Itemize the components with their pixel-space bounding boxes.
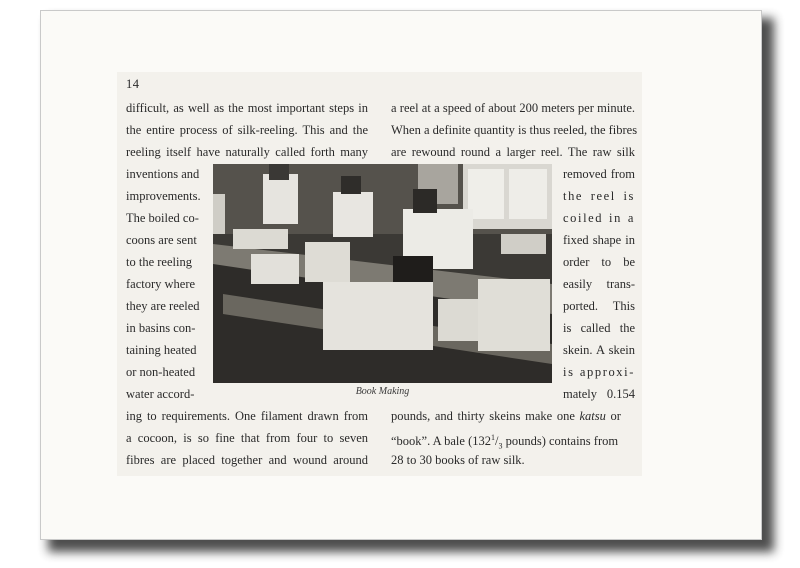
left-bottom-line-1: ing to requirements. One filament drawn from xyxy=(126,409,368,423)
right-line-3: are rewound round a larger reel. The raw silk xyxy=(391,145,635,159)
right-wrap-line: skein. A skein xyxy=(563,343,635,357)
left-bottom-line-2: a cocoon, is so fine that from four to seven xyxy=(126,431,368,445)
right-wrap-line: easily trans- xyxy=(563,277,635,291)
right-bottom-line-3: 28 to 30 books of raw silk. xyxy=(391,453,525,467)
right-wrap-line: order to be xyxy=(563,255,635,269)
page-number: 14 xyxy=(126,77,140,91)
left-wrap-line: taining heated xyxy=(126,343,197,357)
right-wrap-line: is called the xyxy=(563,321,635,335)
left-wrap-line: inventions and xyxy=(126,167,200,181)
left-line-2: the entire process of silk-reeling. This and the xyxy=(126,123,368,137)
katsu-term: katsu xyxy=(579,409,606,423)
left-wrap-line: they are reeled xyxy=(126,299,200,313)
left-bottom-line-3: fibres are placed together and wound around xyxy=(126,453,368,467)
left-wrap-line: The boiled co- xyxy=(126,211,199,225)
right-bottom-line-2: “book”. A bale ($132^1/_3$ pounds) contains from xyxy=(391,433,619,451)
left-wrap-line: water accord- xyxy=(126,387,195,401)
left-wrap-line: or non-heated xyxy=(126,365,196,379)
left-wrap-line: coons are sent xyxy=(126,233,197,247)
left-line-3: reeling itself have naturally called forth many xyxy=(126,145,368,159)
right-wrap-line: the reel is xyxy=(563,189,635,203)
left-wrap-line: improvements. xyxy=(126,189,201,203)
right-wrap-line: removed from xyxy=(563,167,635,181)
fraction-numerator: 1 xyxy=(490,433,495,442)
text-run: pounds, and thirty skeins make one xyxy=(391,409,580,423)
left-line-1: difficult, as well as the most important steps in xyxy=(126,101,368,115)
right-wrap-line: fixed shape in xyxy=(563,233,635,247)
book-making-photograph xyxy=(213,164,552,383)
left-wrap-line: in basins con- xyxy=(126,321,196,335)
photo-caption: Book Making xyxy=(355,386,410,397)
right-wrap-line: is approxi- xyxy=(563,365,635,379)
left-wrap-line: factory where xyxy=(126,277,196,291)
right-line-2: When a definite quantity is thus reeled, the fibres xyxy=(391,123,638,137)
left-wrap-line: to the reeling xyxy=(126,255,192,269)
right-line-1: a reel at a speed of about 200 meters per minute. xyxy=(391,101,635,115)
right-bottom-line-1 xyxy=(391,408,635,424)
right-wrap-line: ported. This xyxy=(563,299,635,313)
right-wrap-line: coiled in a xyxy=(563,211,635,225)
right-wrap-line: mately 0.154 xyxy=(563,387,635,401)
text-run: pounds) contains from xyxy=(502,434,619,449)
text-run: “book”. A bale (132 xyxy=(391,434,491,449)
text-run: or xyxy=(605,409,621,423)
fraction-denominator: 3 xyxy=(498,441,503,451)
